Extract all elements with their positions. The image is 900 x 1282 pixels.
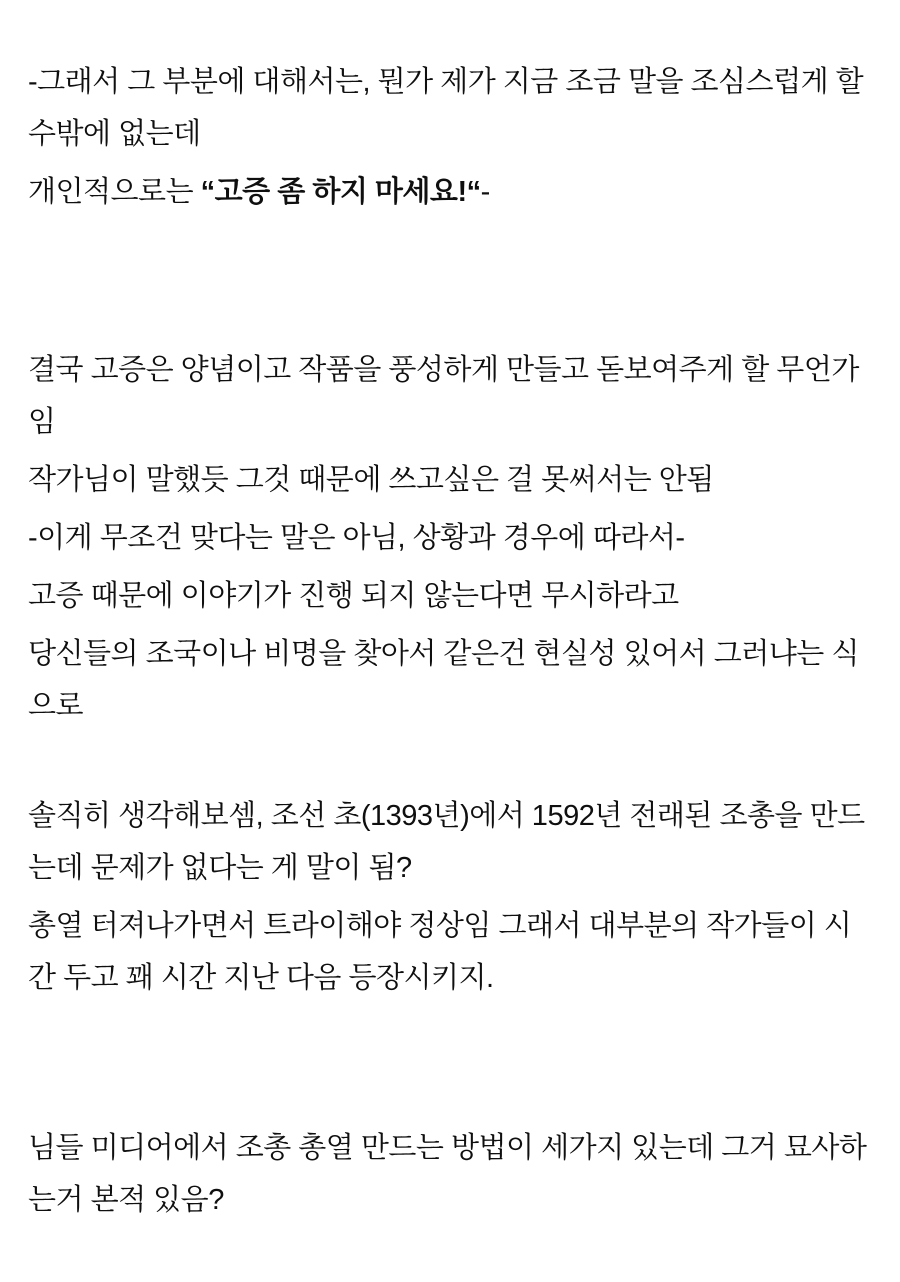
post-paragraph-3: 결국 고증은 양념이고 작품을 풍성하게 만들고 돋보여주게 할 무언가임 — [28, 354, 859, 438]
post-paragraph-1: -그래서 그 부분에 대해서는, 뭔가 제가 지금 조금 말을 조심스럽게 할 수밖에 없는데 — [28, 66, 864, 150]
post-paragraph-6: 고증 때문에 이야기가 진행 되지 않는다면 무시하라고 — [28, 580, 679, 612]
paragraph-spacer — [28, 1010, 876, 1122]
post-paragraph-10: 님들 미디어에서 조총 총열 만드는 방법이 세가지 있는데 그거 묘사하는거 본적 있음? — [28, 1132, 867, 1216]
post-paragraph-2 — [28, 166, 876, 218]
post-paragraph-9: 총열 터져나가면서 트라이해야 정상임 그래서 대부분의 작가들이 시간 두고 꽤 시간 지난 다음 등장시키지. — [28, 910, 852, 994]
paragraph-spacer — [28, 738, 876, 790]
post-paragraph-4: 작가님이 말했듯 그것 때문에 쓰고싶은 걸 못써서는 안됨 — [28, 464, 714, 496]
post-paragraph-7: 당신들의 조국이나 비명을 찾아서 같은건 현실성 있어서 그러냐는 식으로 — [28, 638, 859, 722]
paragraph-spacer — [28, 224, 876, 344]
post-paragraph-5: -이게 무조건 맞다는 말은 아님, 상황과 경우에 따라서- — [28, 522, 685, 554]
paragraph-2-suffix: - — [480, 176, 490, 208]
paragraph-2-prefix: 개인적으로는 — [28, 176, 201, 208]
post-paragraph-8: 솔직히 생각해보셈, 조선 초(1393년)에서 1592년 전래된 조총을 만드는데 문제가 없다는 게 말이 됨? — [28, 800, 865, 884]
paragraph-2-bold-quote: “고증 좀 하지 마세요!“ — [200, 176, 481, 208]
